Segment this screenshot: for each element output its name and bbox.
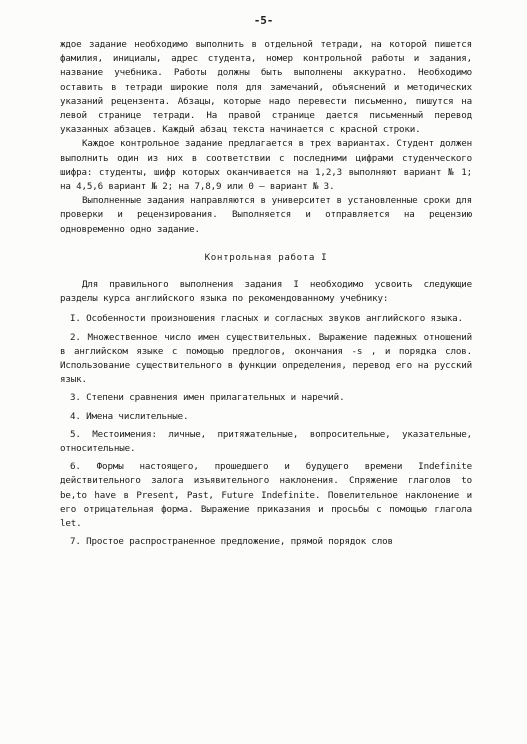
section-title: Контрольная работа I — [204, 251, 328, 263]
document-body — [60, 38, 472, 554]
paragraph-variants: Каждое контрольное задание предлагается в трех вариантах. Студент должен выполнить один из них в соответствии с последними цифрами студенческого шифра: студенты, шифр которых оканчивается на 1,2,3 выполняют вариант № 1; на 4,5,6 вариант № 2; на 7,8,9 или 0 – вариант № 3. — [60, 138, 472, 193]
topics-list — [60, 312, 472, 549]
list-item: 4. Имена числительные. — [70, 410, 189, 422]
paragraph-deadlines: Выполненные задания направляются в университет в установленные сроки для проверки и рецензирования. Выполняется и отправляется на рецензию одновременно одно задание. — [60, 195, 472, 235]
page-number: -5- — [253, 14, 274, 27]
section-intro: Для правильного выполнения задания I необходимо усвоить следующие разделы курса английского языка по рекомендованному учебнику: — [60, 279, 472, 305]
list-item: I. Особенности произношения гласных и согласных звуков английского языка. — [70, 313, 463, 325]
paragraph-submission-rules: ждое задание необходимо выполнить в отдельной тетради, на которой пишется фамилия, инициалы, адрес студента, номер контрольной работы и задания, название учебника. Работы должны быть выполнены аккуратно. Необходимо оставить в тетради широкие поля для замечаний, объяснений и методических указаний рецензента. Абзацы, которые надо перевести письменно, пишутся на левой странице тетради. На правой странице дается письменный перевод указанных абзацев. Каждый абзац текста начинается с красной строки. — [60, 39, 472, 136]
list-item: 3. Степени сравнения имен прилагательных и наречий. — [70, 392, 345, 404]
list-item: 2. Множественное число имен существительных. Выражение падежных отношений в английском языке с помощью предлогов, окончания -s , и порядка слов. Использование существительного в функции определения, перевод его на русский язык. — [60, 331, 472, 386]
list-item: 6. Формы настоящего, прошедшего и будущего времени Indefinite действительного залога изъявительного наклонения. Спряжение глаголов to be,to have в Present, Past, Future Indefinite. Повелительное наклонение и его отрицательная форма. Выражение приказания и просьбы с помощью глагола let. — [60, 461, 472, 530]
list-item: 7. Простое распространенное предложение, прямой порядок слов — [70, 536, 393, 548]
list-item: 5. Местоимения: личные, притяжательные, вопросительные, указательные, относительные. — [60, 428, 472, 455]
